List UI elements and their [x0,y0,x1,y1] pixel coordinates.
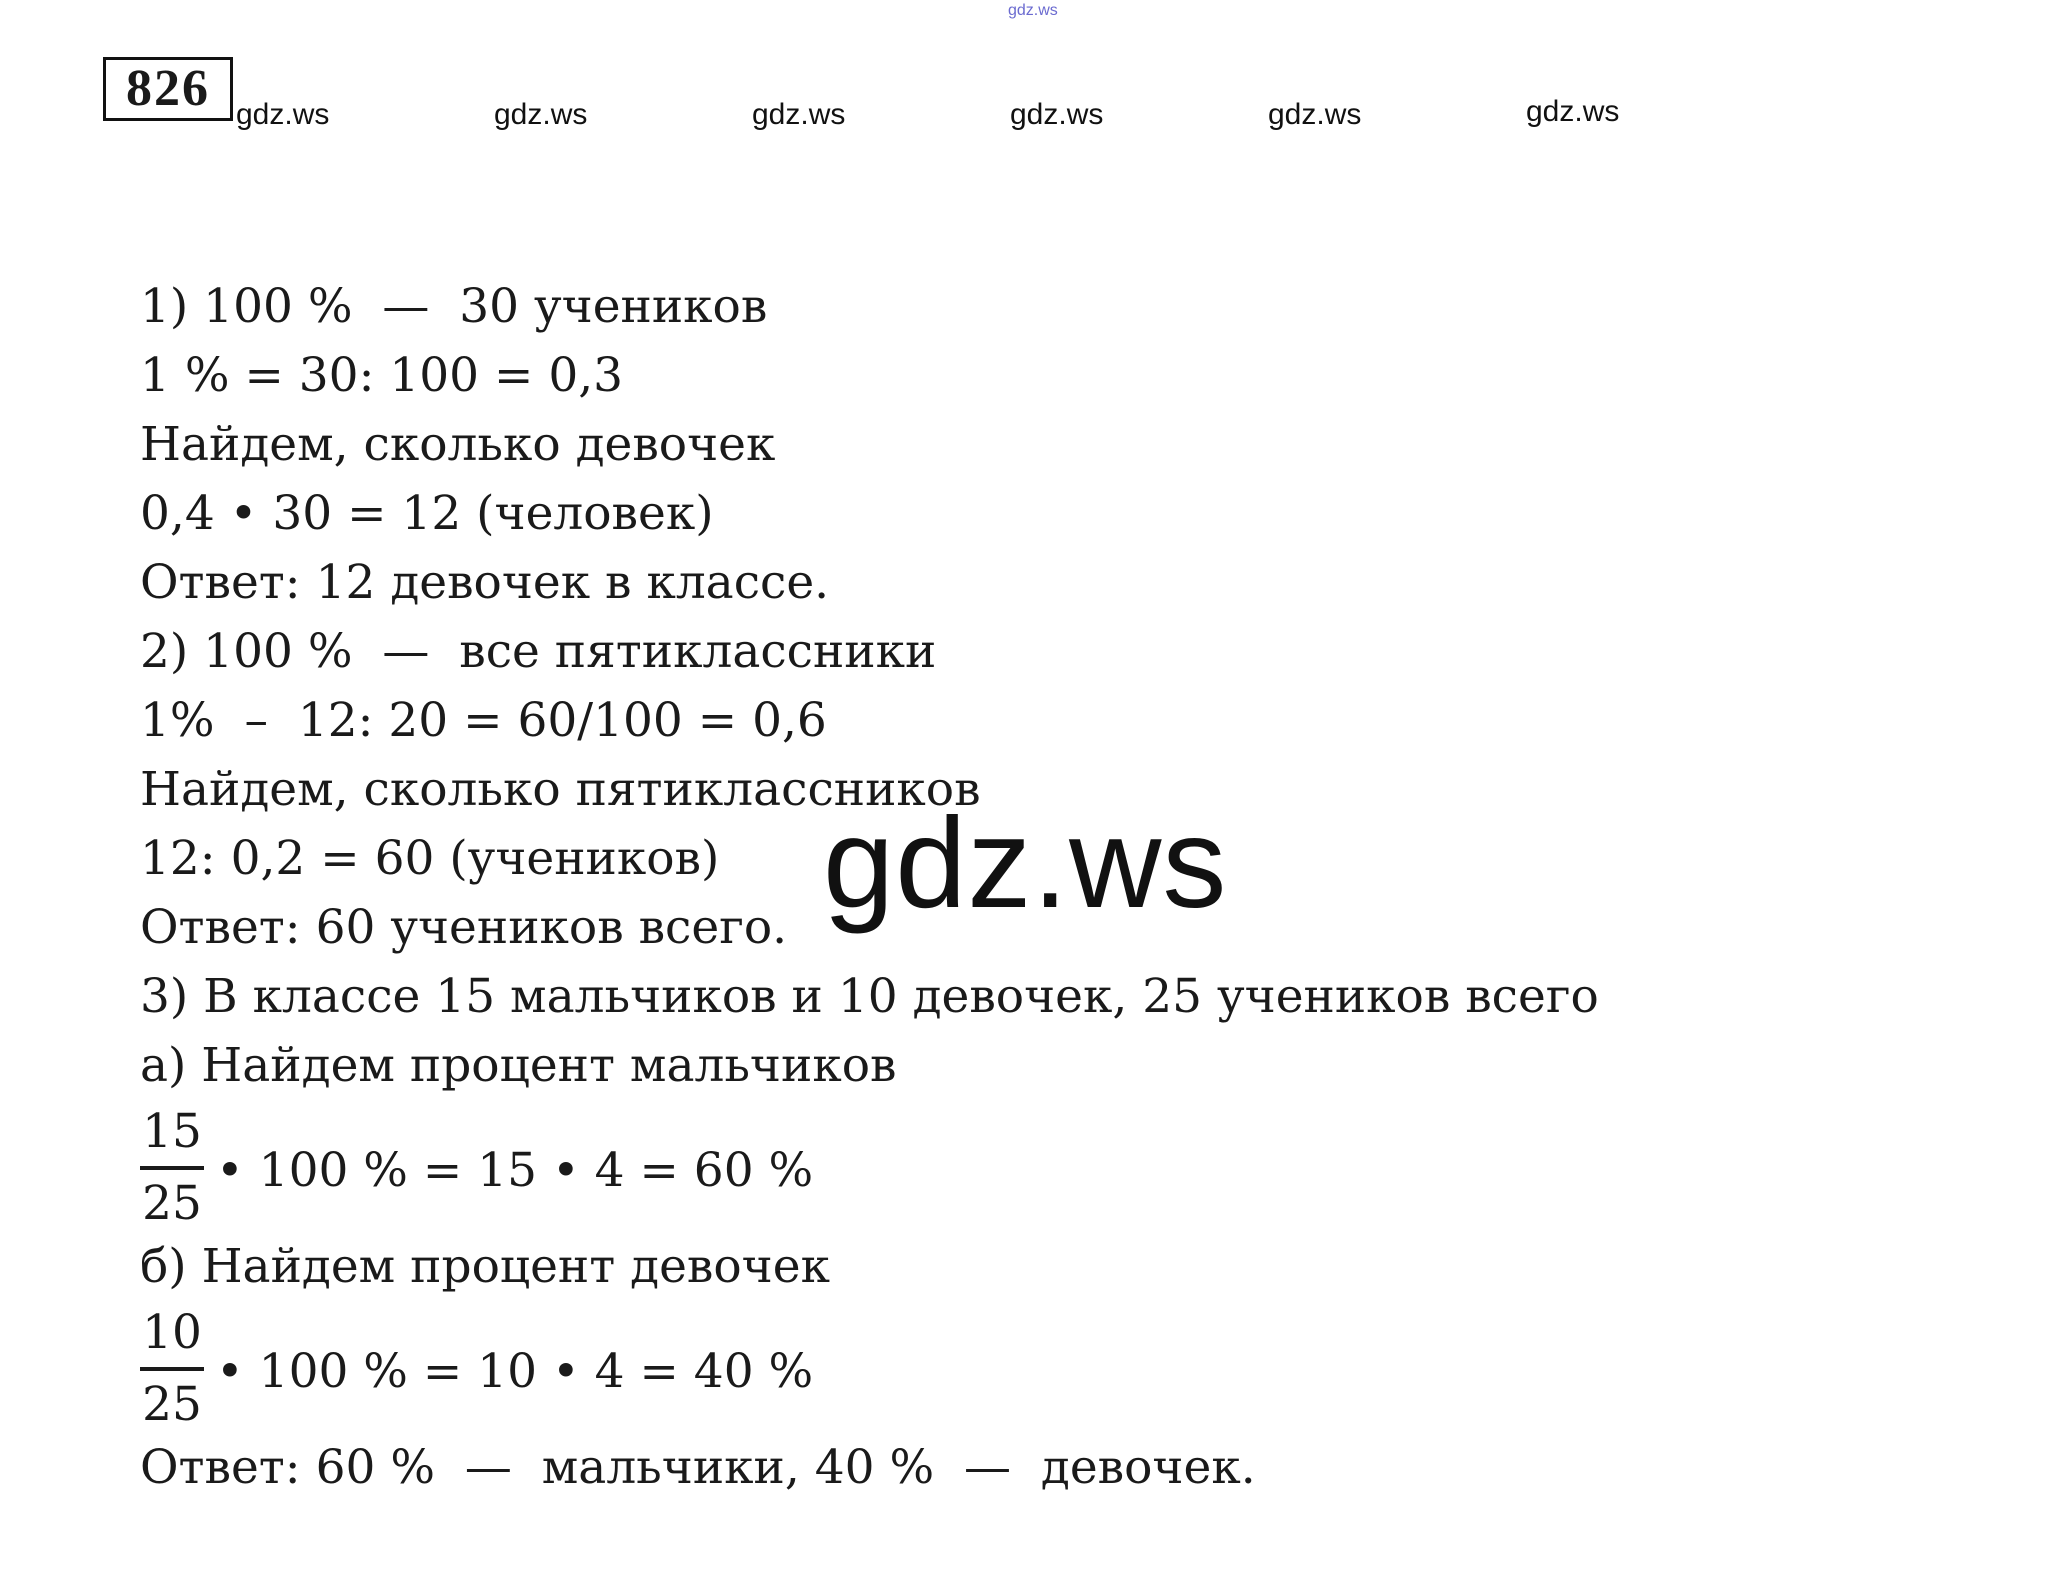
solution-line: Ответ: 60 % — мальчики, 40 % — девочек. [140,1440,1256,1495]
solution-line: Найдем, сколько пятиклассников [140,762,981,817]
solution-line: 3) В классе 15 мальчиков и 10 девочек, 25 учеников всего [140,969,1599,1024]
solution-line: 1 % = 30: 100 = 0,3 [140,348,624,403]
fraction [140,1305,204,1433]
solution-line: Ответ: 60 учеников всего. [140,900,788,955]
fraction-denominator: 25 [142,1377,202,1432]
fraction-equation-girls [140,1305,1940,1433]
task-number-box: 826 [103,57,233,121]
equation-rest: • 100 % = 10 • 4 = 40 % [216,1344,814,1399]
watermark-text: gdz.ws [752,98,846,131]
watermark-text: gdz.ws [236,98,330,131]
solution-line: 0,4 • 30 = 12 (человек) [140,486,714,541]
solution-line: 12: 0,2 = 60 (учеников) [140,831,720,886]
watermark-text: gdz.ws [1268,98,1362,131]
top-watermark: gdz.ws [1008,2,1058,19]
watermark-text: gdz.ws [1010,98,1104,131]
watermark-large: gdz.ws [823,792,1228,935]
solution-line: Ответ: 12 девочек в классе. [140,555,830,610]
solution-line: 1) 100 % — 30 учеников [140,279,768,334]
watermark-text: gdz.ws [1526,95,1620,128]
watermark-row [0,95,2055,142]
watermark-text: gdz.ws [494,98,588,131]
fraction-bar [140,1367,204,1371]
fraction-equation-boys [140,1104,1940,1232]
equation-rest: • 100 % = 15 • 4 = 60 % [216,1143,814,1198]
fraction-numerator: 10 [142,1305,202,1360]
solution-line: Найдем, сколько девочек [140,417,776,472]
solution-line: 2) 100 % — все пятиклассники [140,624,937,679]
fraction-numerator: 15 [142,1104,202,1159]
solution-line: 1% – 12: 20 = 60/100 = 0,6 [140,693,827,748]
fraction-bar [140,1166,204,1170]
solution-line: а) Найдем процент мальчиков [140,1038,897,1093]
solution-line: б) Найдем процент девочек [140,1239,830,1294]
fraction [140,1104,204,1232]
fraction-denominator: 25 [142,1176,202,1231]
